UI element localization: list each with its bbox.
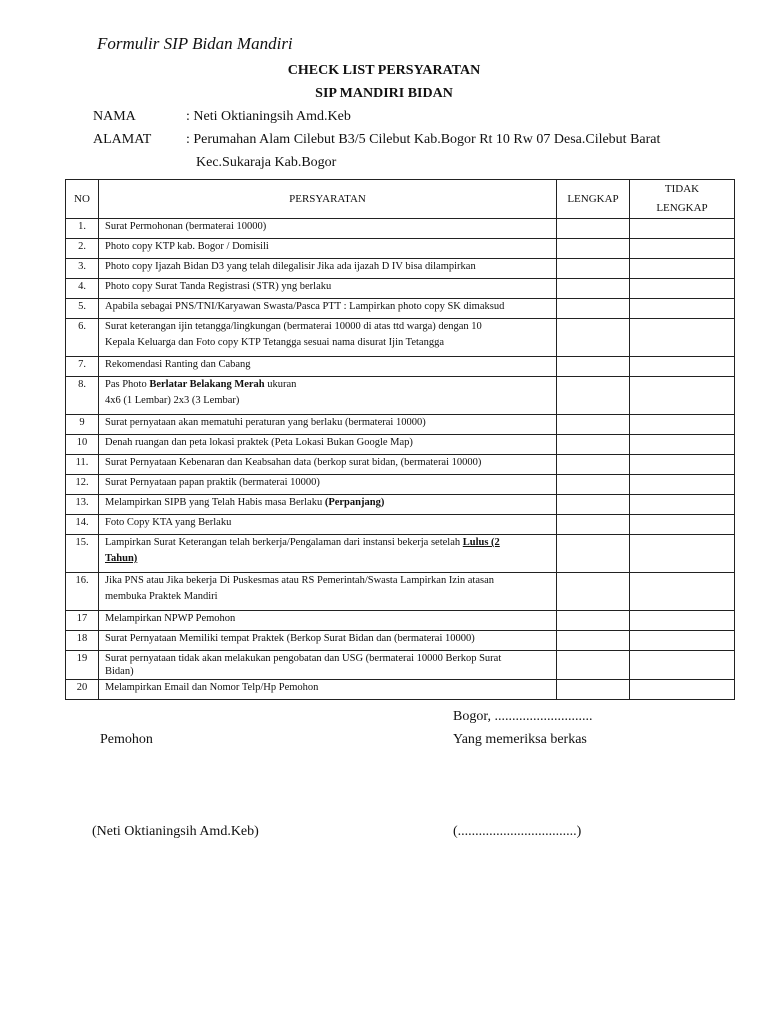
- row-requirement-text: Lampirkan Surat Keterangan telah berkerja/Pengalaman dari instansi bekerja setelah: [105, 537, 463, 548]
- table-row: [66, 357, 735, 377]
- checker-signature-name: (..................................): [453, 824, 582, 839]
- row-number: 9: [66, 415, 99, 435]
- complete-cell[interactable]: [557, 435, 630, 455]
- complete-cell[interactable]: [557, 475, 630, 495]
- incomplete-cell[interactable]: [630, 651, 735, 680]
- complete-cell[interactable]: [557, 651, 630, 680]
- table-row: [66, 299, 735, 319]
- row-number: 15.: [66, 535, 99, 573]
- row-number: 10: [66, 435, 99, 455]
- row-number: 13.: [66, 495, 99, 515]
- table-row: [66, 495, 735, 515]
- table-row: [66, 535, 735, 573]
- row-requirement-line-2: Kepala Keluarga dan Foto copy KTP Tetangga sesuai nama disurat Ijin Tetangga: [105, 337, 445, 348]
- incomplete-cell[interactable]: [630, 515, 735, 535]
- row-requirement-text: Melampirkan SIPB yang Telah Habis masa Berlaku: [105, 497, 325, 508]
- complete-cell[interactable]: [557, 455, 630, 475]
- incomplete-cell[interactable]: [630, 455, 735, 475]
- row-number: 4.: [66, 279, 99, 299]
- table-row: [66, 435, 735, 455]
- incomplete-cell[interactable]: [630, 611, 735, 631]
- row-number: 12.: [66, 475, 99, 495]
- name-value: : Neti Oktianingsih Amd.Keb: [186, 109, 351, 124]
- complete-cell[interactable]: [557, 319, 630, 357]
- complete-cell[interactable]: [557, 415, 630, 435]
- name-label: NAMA: [93, 109, 136, 124]
- row-requirement: Rekomendasi Ranting dan Cabang: [99, 357, 557, 377]
- complete-cell[interactable]: [557, 535, 630, 573]
- table-row: [66, 415, 735, 435]
- row-requirement-emphasis: (Perpanjang): [324, 497, 385, 508]
- complete-cell[interactable]: [557, 573, 630, 611]
- incomplete-cell[interactable]: [630, 475, 735, 495]
- row-requirement: Surat Permohonan (bermaterai 10000): [99, 219, 557, 239]
- row-requirement: Foto Copy KTA yang Berlaku: [99, 515, 557, 535]
- incomplete-cell[interactable]: [630, 279, 735, 299]
- row-requirement: Photo copy Surat Tanda Registrasi (STR) yng berlaku: [99, 279, 557, 299]
- address-label: ALAMAT: [93, 132, 152, 147]
- page-subheading: SIP MANDIRI BIDAN: [315, 86, 453, 101]
- row-requirement-line-1: Jika PNS atau Jika bekerja Di Puskesmas atau RS Pemerintah/Swasta Lampirkan Izin atasan: [105, 575, 494, 586]
- row-requirement-text: Pas Photo: [105, 379, 150, 390]
- row-requirement-line-1: Surat pernyataan tidak akan melakukan pengobatan dan USG (bermaterai 10000 Berkop Surat: [105, 653, 502, 664]
- complete-cell[interactable]: [557, 259, 630, 279]
- incomplete-cell[interactable]: [630, 219, 735, 239]
- row-requirement-line-2: membuka Praktek Mandiri: [105, 591, 218, 602]
- table-row: [66, 475, 735, 495]
- incomplete-cell[interactable]: [630, 239, 735, 259]
- row-number: 11.: [66, 455, 99, 475]
- incomplete-cell[interactable]: [630, 435, 735, 455]
- row-number: 19: [66, 651, 99, 680]
- row-requirement: Surat Pernyataan Memiliki tempat Praktek (Berkop Surat Bidan dan (bermaterai 10000): [99, 631, 557, 651]
- row-requirement: [99, 319, 557, 357]
- complete-cell[interactable]: [557, 515, 630, 535]
- complete-cell[interactable]: [557, 680, 630, 700]
- row-requirement: Melampirkan Email dan Nomor Telp/Hp Pemohon: [99, 680, 557, 700]
- row-requirement: [99, 573, 557, 611]
- row-number: 17: [66, 611, 99, 631]
- complete-cell[interactable]: [557, 495, 630, 515]
- table-row: [66, 319, 735, 357]
- incomplete-cell[interactable]: [630, 415, 735, 435]
- row-requirement: Apabila sebagai PNS/TNI/Karyawan Swasta/Pasca PTT : Lampirkan photo copy SK dimaksud: [99, 299, 557, 319]
- row-requirement: [99, 377, 557, 415]
- complete-cell[interactable]: [557, 219, 630, 239]
- row-number: 1.: [66, 219, 99, 239]
- row-requirement-line-1: Surat keterangan ijin tetangga/lingkungan (bermaterai 10000 di atas ttd warga) dengan 10: [105, 321, 482, 332]
- table-row: [66, 219, 735, 239]
- place-date: Bogor, ............................: [453, 709, 593, 724]
- table-row: [66, 239, 735, 259]
- row-requirement-line-2: 4x6 (1 Lembar) 2x3 (3 Lembar): [105, 395, 240, 406]
- table-row: [66, 259, 735, 279]
- complete-cell[interactable]: [557, 631, 630, 651]
- header-incomplete-line-1: TIDAK: [664, 183, 700, 195]
- table-row: [66, 377, 735, 415]
- table-row: [66, 455, 735, 475]
- address-line-2: Kec.Sukaraja Kab.Bogor: [196, 155, 337, 170]
- header-incomplete-line-2: LENGKAP: [656, 202, 708, 214]
- row-requirement-line-2: Tahun): [105, 553, 138, 564]
- row-requirement: Photo copy KTP kab. Bogor / Domisili: [99, 239, 557, 259]
- row-requirement-emphasis: Lulus (2: [462, 537, 500, 548]
- incomplete-cell[interactable]: [630, 495, 735, 515]
- complete-cell[interactable]: [557, 239, 630, 259]
- row-requirement-text-end: ukuran: [264, 379, 297, 390]
- table-row: [66, 515, 735, 535]
- complete-cell[interactable]: [557, 357, 630, 377]
- header-requirement: PERSYARATAN: [99, 180, 557, 219]
- incomplete-cell[interactable]: [630, 573, 735, 611]
- requirements-checklist-table: [65, 179, 735, 700]
- row-number: 6.: [66, 319, 99, 357]
- row-number: 7.: [66, 357, 99, 377]
- incomplete-cell[interactable]: [630, 259, 735, 279]
- table-row: [66, 573, 735, 611]
- incomplete-cell[interactable]: [630, 680, 735, 700]
- incomplete-cell[interactable]: [630, 535, 735, 573]
- row-number: 14.: [66, 515, 99, 535]
- row-requirement: [99, 495, 557, 515]
- header-complete: LENGKAP: [557, 180, 630, 219]
- row-requirement: Melampirkan NPWP Pemohon: [99, 611, 557, 631]
- row-requirement: Denah ruangan dan peta lokasi praktek (Peta Lokasi Bukan Google Map): [99, 435, 557, 455]
- applicant-signature-name: (Neti Oktianingsih Amd.Keb): [92, 824, 259, 839]
- page-heading: CHECK LIST PERSYARATAN: [287, 63, 481, 78]
- incomplete-cell[interactable]: [630, 631, 735, 651]
- incomplete-cell[interactable]: [630, 377, 735, 415]
- complete-cell[interactable]: [557, 377, 630, 415]
- row-number: 5.: [66, 299, 99, 319]
- incomplete-cell[interactable]: [630, 299, 735, 319]
- address-line-1: : Perumahan Alam Cilebut B3/5 Cilebut Kab.Bogor Rt 10 Rw 07 Desa.Cilebut Barat: [186, 132, 661, 147]
- table-row: [66, 279, 735, 299]
- row-requirement: [99, 535, 557, 573]
- complete-cell[interactable]: [557, 611, 630, 631]
- complete-cell[interactable]: [557, 279, 630, 299]
- row-requirement-emphasis: Berlatar Belakang Merah: [149, 379, 265, 390]
- incomplete-cell[interactable]: [630, 319, 735, 357]
- row-requirement: Surat Pernyataan Kebenaran dan Keabsahan data (berkop surat bidan, (bermaterai 10000): [99, 455, 557, 475]
- row-requirement: Surat pernyataan akan mematuhi peraturan yang berlaku (bermaterai 10000): [99, 415, 557, 435]
- header-no: NO: [66, 180, 99, 219]
- row-number: 8.: [66, 377, 99, 415]
- row-requirement-line-2: Bidan): [105, 666, 134, 677]
- table-row: [66, 680, 735, 700]
- row-requirement: Surat Pernyataan papan praktik (bermaterai 10000): [99, 475, 557, 495]
- header-incomplete: [630, 180, 735, 219]
- row-number: 16.: [66, 573, 99, 611]
- row-number: 3.: [66, 259, 99, 279]
- complete-cell[interactable]: [557, 299, 630, 319]
- checker-label: Yang memeriksa berkas: [453, 732, 587, 747]
- table-row: [66, 631, 735, 651]
- form-title: Formulir SIP Bidan Mandiri: [97, 34, 293, 53]
- incomplete-cell[interactable]: [630, 357, 735, 377]
- row-number: 20: [66, 680, 99, 700]
- row-requirement: Photo copy Ijazah Bidan D3 yang telah dilegalisir Jika ada ijazah D IV bisa dilampirkan: [99, 259, 557, 279]
- applicant-label: Pemohon: [100, 732, 153, 747]
- table-row: [66, 611, 735, 631]
- row-requirement: [99, 651, 557, 680]
- row-number: 2.: [66, 239, 99, 259]
- table-row: [66, 651, 735, 680]
- row-number: 18: [66, 631, 99, 651]
- table-header-row: [66, 180, 735, 219]
